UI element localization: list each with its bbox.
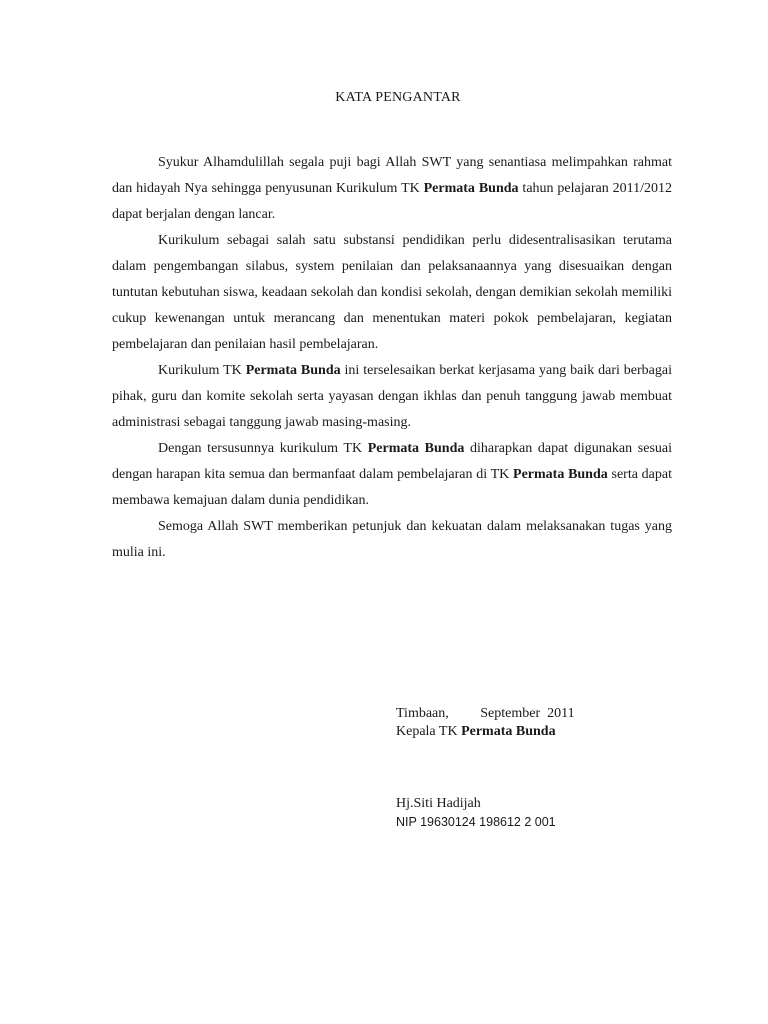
signatory-nip: NIP 19630124 198612 2 001 (396, 815, 556, 829)
paragraph (112, 514, 672, 566)
paragraph (112, 358, 672, 436)
paragraph-text: Syukur Alhamdulillah segala puji bagi Allah SWT yang senantiasa melimpahkan rahmat dan hidayah Nya sehingga penyusunan Kurikulum TK (112, 155, 672, 196)
document-body (112, 150, 672, 566)
paragraph-text: Kurikulum TK (158, 363, 246, 378)
school-name: Permata Bunda (367, 441, 465, 456)
paragraph (112, 436, 672, 514)
paragraph-text: Kurikulum sebagai salah satu substansi pendidikan perlu didesentralisasikan terutama dalam pengembangan silabus, system penilaian dan pelaksanaannya yang disesuaikan dengan tuntutan kebutuhan siswa, keadaan sekolah dan kondisi sekolah, dengan demikian sekolah memiliki cukup kewenangan untuk merancang dan menentukan materi pokok pembelajaran, kegiatan pembelajaran dan penilaian hasil pembelajaran. (112, 233, 672, 352)
document-title: KATA PENGANTAR (335, 90, 461, 105)
signatory-position (396, 723, 696, 741)
school-name: Permata Bunda (461, 724, 556, 739)
paragraph-text: ini terselesaikan berkat kerjasama yang baik dari berbagai pihak, guru dan komite sekolah serta yayasan dengan ikhlas dan penuh tanggung jawab membuat administrasi sebagai tanggung jawab masing-masing. (112, 363, 673, 430)
school-name: Permata Bunda (423, 181, 519, 196)
school-name: Permata Bunda (245, 363, 341, 378)
paragraph (112, 150, 672, 228)
signature-block (396, 705, 696, 831)
paragraph-text: serta dapat membawa kemajuan dalam dunia pendidikan. (112, 467, 672, 508)
paragraph-text: tahun pelajaran 2011/2012 dapat berjalan dengan lancar. (112, 181, 672, 222)
position-prefix: Kepala TK (396, 724, 462, 739)
paragraph-text: Dengan tersusunnya kurikulum TK (158, 441, 368, 456)
paragraph-text: diharapkan dapat digunakan sesuai dengan harapan kita semua dan bermanfaat dalam pembelajaran di TK (112, 441, 673, 482)
school-name: Permata Bunda (513, 467, 608, 482)
signatory-name: Hj.Siti Hadijah (396, 796, 481, 811)
paragraph (112, 228, 672, 358)
paragraph-text: Semoga Allah SWT memberikan petunjuk dan kekuatan dalam melaksanakan tugas yang mulia ini. (112, 519, 672, 560)
place-date: Timbaan, September 2011 (396, 706, 575, 721)
